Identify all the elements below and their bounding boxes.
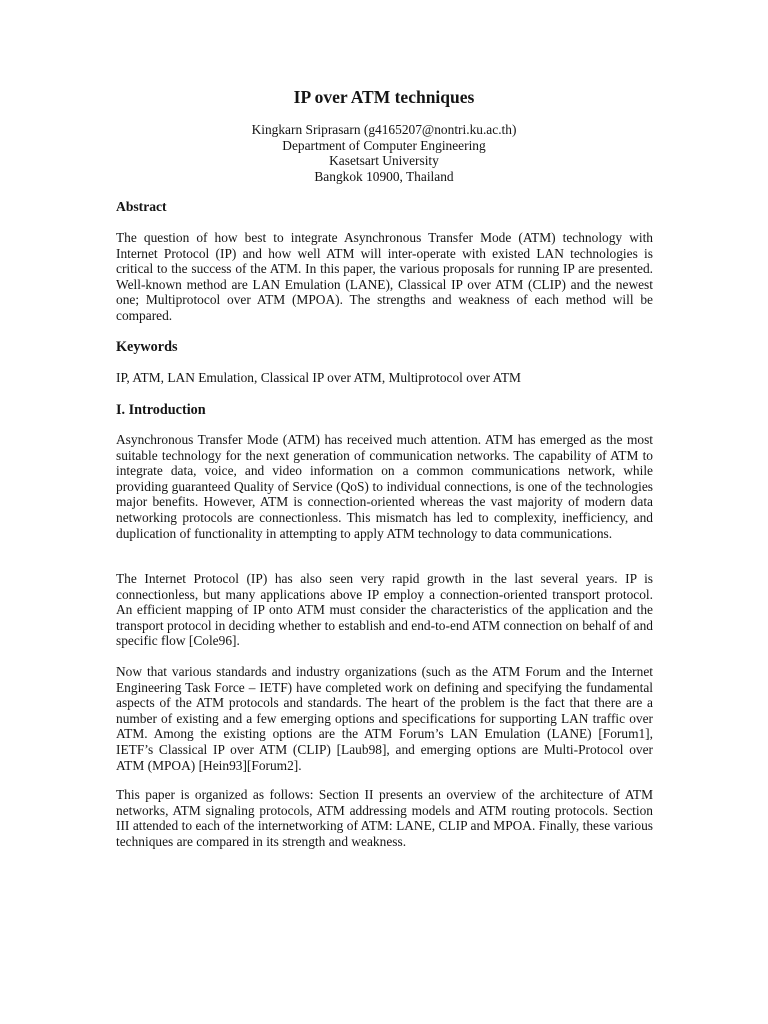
paper-title: IP over ATM techniques xyxy=(293,87,475,107)
keywords-body xyxy=(116,370,653,386)
intro-paragraph-1 xyxy=(116,432,653,541)
abstract-section xyxy=(116,199,653,215)
abstract-text: The question of how best to integrate Asynchronous Transfer Mode (ATM) technology with Internet Protocol (IP) and how well ATM will inter-operate with existed LAN technologies is critical to the success of the ATM. In this paper, the various proposals for running IP are presented. Well-known method are LAN Emulation (LANE), Classical IP over ATM (CLIP) and the newest one; Multiprotocol over ATM (MPOA). The strengths and weakness of each method will be compared. xyxy=(116,230,653,323)
keywords-section xyxy=(116,339,653,355)
intro-paragraph-3 xyxy=(116,664,653,773)
intro-section xyxy=(116,402,653,418)
body-paragraph: Now that various standards and industry organizations (such as the ATM Forum and the Internet Engineering Task Force – IETF) have completed work on defining and specifying the fundamental aspects of the ATM protocols and standards. The heart of the problem is the fact that there are a number of existing and a few emerging options and specifications for supporting LAN traffic over ATM. Among the existing options are the ATM Forum’s LAN Emulation (LANE) [Forum1], IETF’s Classical IP over ATM (CLIP) [Laub98], and emerging options are Multi-Protocol over ATM (MPOA) [Hein93][Forum2]. xyxy=(116,664,653,773)
body-paragraph: This paper is organized as follows: Section II presents an overview of the architecture of ATM networks, ATM signaling protocols, ATM addressing models and ATM routing protocols. Section III attended to each of the internetworking of ATM: LANE, CLIP and MPOA. Finally, these various techniques are compared in its strength and weakness. xyxy=(116,787,653,849)
author-line: Department of Computer Engineering xyxy=(282,137,486,153)
author-line: Kasetsart University xyxy=(329,153,439,169)
intro-heading: I. Introduction xyxy=(116,402,206,418)
intro-paragraph-4 xyxy=(116,787,653,849)
intro-paragraph-2 xyxy=(116,571,653,649)
abstract-body xyxy=(116,230,653,324)
body-paragraph: Asynchronous Transfer Mode (ATM) has received much attention. ATM has emerged as the most suitable technology for the next generation of communication networks. The capability of ATM to integrate data, voice, and video information on a common communications network, while providing guaranteed Quality of Service (QoS) to individual connections, is one of the technologies major benefits. However, ATM is connection-oriented whereas the vast majority of modern data networking protocols are connectionless. This mismatch has led to complexity, inefficiency, and duplication of functionality in attempting to apply ATM technology to data communications. xyxy=(116,432,653,541)
abstract-heading: Abstract xyxy=(116,199,167,214)
author-block xyxy=(0,122,768,184)
keywords-text: IP, ATM, LAN Emulation, Classical IP over ATM, Multiprotocol over ATM xyxy=(116,370,521,385)
body-paragraph: The Internet Protocol (IP) has also seen very rapid growth in the last several years. IP is connectionless, but many applications above IP employ a connection-oriented transport protocol. An efficient mapping of IP onto ATM must consider the characteristics of the application and the transport protocol in deciding whether to establish and end-to-end ATM connection on behalf of and specific flow [Cole96]. xyxy=(116,571,653,649)
author-line: Bangkok 10900, Thailand xyxy=(314,168,454,184)
author-line: Kingkarn Sriprasarn (g4165207@nontri.ku.ac.th) xyxy=(251,122,517,137)
keywords-heading: Keywords xyxy=(116,339,178,355)
